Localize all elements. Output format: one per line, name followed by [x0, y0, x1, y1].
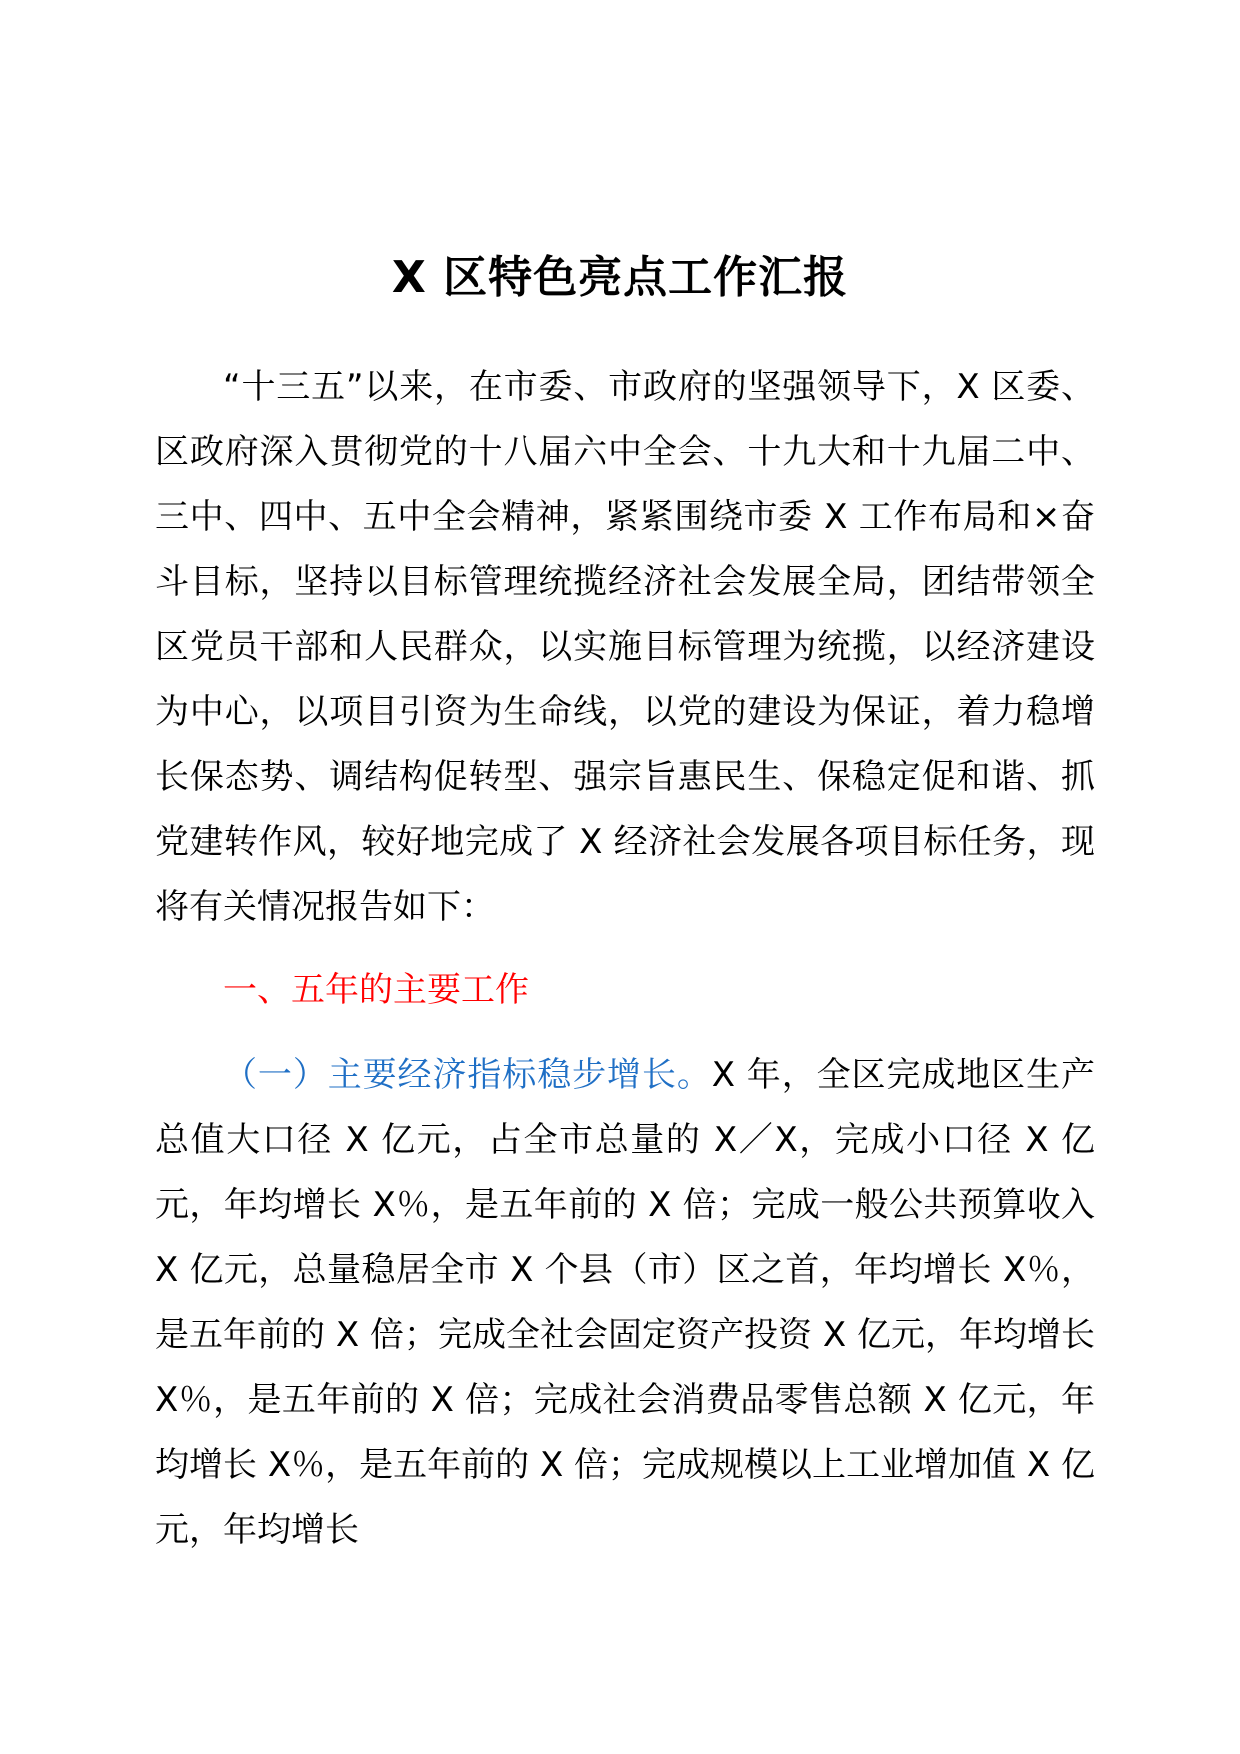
section-heading: 一、五年的主要工作 — [223, 970, 529, 1010]
document-title: X 区特色亮点工作汇报 — [391, 252, 849, 303]
subsection-text: X 年，全区完成地区生产总值大口径 X 亿元，占全市总量的 X／X，完成小口径 X 亿元，年均增长 X％，是五年前的 X 倍；完成一般公共预算收入 X 亿元，总量稳居全市 X 个县（市）区之首，年均增长 X％，是五年前的 X 倍；完成全社会固定资产投资 X 亿元，年均增长 X％，是五年前的 X 倍；完成社会消费品零售总额 X 亿元，年均增长 X％，是五年前的 X 倍；完成规模以上工业增加值 X 亿元，年均增长 — [155, 1055, 1096, 1550]
intro-paragraph: “十三五”以来，在市委、市政府的坚强领导下，X 区委、区政府深入贯彻党的十八届六中全会、十九大和十九届二中、三中、四中、五中全会精神，紧紧围绕市委 X 工作布局和×奋斗目标，坚持以目标管理统揽经济社会发展全局，团结带领全区党员干部和人民群众，以实施目标管理为统揽，以经济建设为中心，以项目引资为生命线，以党的建设为保证，着力稳增长保态势、调结构促转型、强宗旨惠民生、保稳定促和谐、抓党建转作风，较好地完成了 X 经济社会发展各项目标任务，现将有关情况报告如下： — [155, 367, 1095, 927]
subsection-heading: （一）主要经济指标稳步增长。 — [223, 1055, 712, 1095]
subsection-paragraph — [155, 1043, 1095, 1563]
